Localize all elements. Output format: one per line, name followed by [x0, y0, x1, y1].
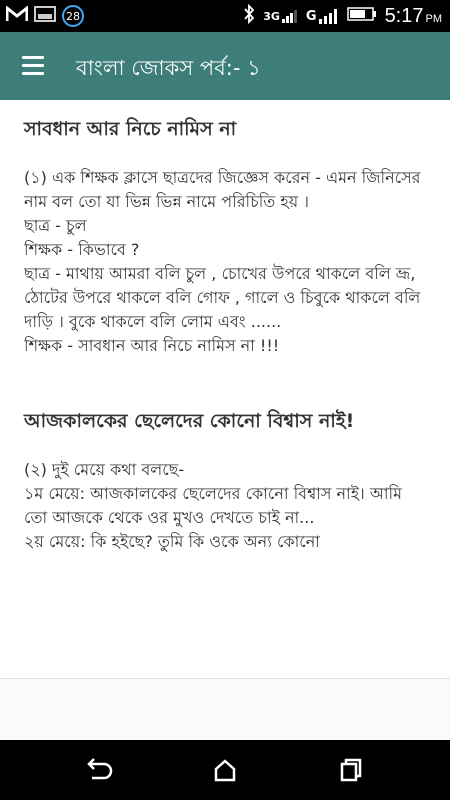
- joke-item: [24, 408, 426, 554]
- joke-heading: আজকালকের ছেলেদের কোনো বিশ্বাস নাই!: [24, 410, 355, 432]
- status-right-icons: [243, 4, 442, 28]
- recent-apps-button[interactable]: [330, 754, 370, 786]
- joke-body: (১) এক শিক্ষক ক্লাসে ছাত্রদের জিজ্ঞেস করেন - এমন জিনিসের নাম বল তো যা ভিন্ন ভিন্ন নামে পরিচিতি হয় । ছাত্র - চুল শিক্ষক - কিভাবে ? ছাত্র - মাথায় আমরা বলি চুল , চোখের উপরে থাকলে বলি ভ্রূ, ঠোটের উপরে থাকলে বলি গোফ , গালে ও চিবুকে থাকলে বলি দাড়ি । বুকে থাকলে বলি লোম এবং ...... শিক্ষক - সাবধান আর নিচে নামিস না !!!: [24, 168, 421, 355]
- bottom-blank-area: [0, 678, 450, 740]
- back-button[interactable]: [78, 754, 118, 786]
- network-3g-indicator: [263, 9, 298, 23]
- battery-icon: [347, 6, 377, 26]
- home-button[interactable]: [205, 754, 245, 786]
- network-g-indicator: [306, 8, 339, 24]
- gmail-icon: [6, 6, 28, 26]
- recent-apps-icon: [330, 754, 370, 786]
- navigation-bar: [0, 740, 450, 800]
- notification-count-badge: 28: [62, 5, 84, 27]
- network-g-label: G: [305, 9, 317, 24]
- app-bar: [0, 32, 450, 100]
- signal-2-icon: [319, 8, 339, 24]
- joke-item: [24, 116, 426, 358]
- clock-time: 5:17: [384, 4, 424, 27]
- home-icon: [205, 754, 245, 786]
- joke-heading: সাবধান আর নিচে নামিস না: [24, 118, 237, 140]
- clock-ampm: PM: [425, 12, 442, 25]
- clock: [385, 5, 442, 28]
- hamburger-menu-icon: [22, 56, 44, 59]
- hamburger-line: [22, 72, 44, 75]
- spacer: [24, 358, 426, 408]
- status-bar: [0, 0, 450, 32]
- menu-button[interactable]: [18, 52, 52, 80]
- status-left-icons: [6, 4, 84, 28]
- signal-icon: [282, 9, 298, 23]
- page-title: বাংলা জোকস পর্ব:- ১: [76, 56, 261, 80]
- image-notification-icon: [34, 5, 56, 27]
- joke-content-scroll[interactable]: [0, 100, 450, 678]
- bluetooth-icon: [243, 4, 255, 28]
- back-icon: [78, 754, 118, 786]
- network-3g-label: 3G: [263, 10, 280, 23]
- hamburger-line: [22, 64, 44, 67]
- joke-body: (২) দুই মেয়ে কথা বলছে- ১ম মেয়ে: আজকালকের ছেলেদের কোনো বিশ্বাস নাই। আমি তো আজকে থেকে ওর মুখও দেখতে চাই না... ২য় মেয়ে: কি হইছে? তুমি কি ওকে অন্য কোনো: [24, 460, 402, 551]
